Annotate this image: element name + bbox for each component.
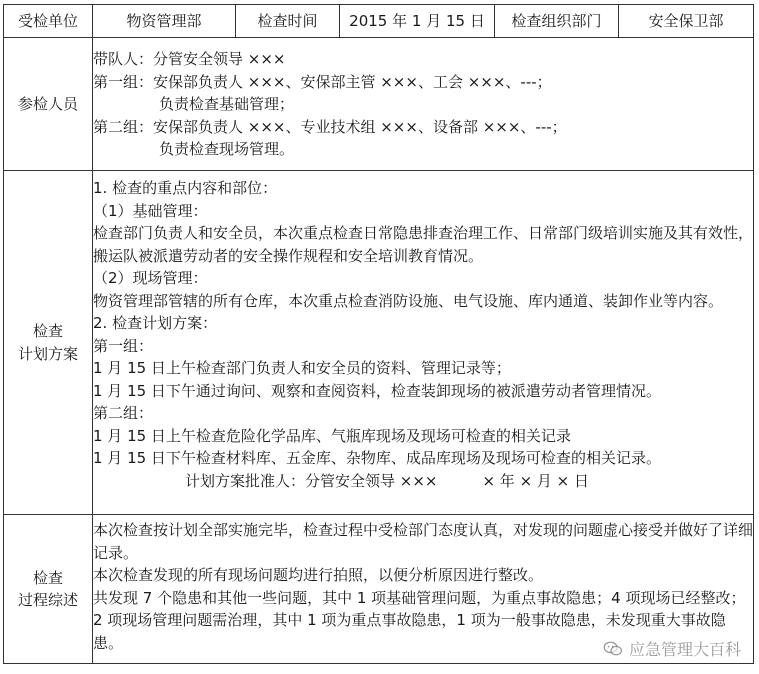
process-content	[93, 515, 754, 664]
header-cell-inspected-unit-value: 物资管理部	[93, 5, 236, 38]
participants-line: 负责检查现场管理。	[159, 140, 295, 158]
watermark-text: 应急管理大百科	[628, 640, 741, 659]
participants-content	[93, 38, 754, 171]
plan-line: 检查部门负责人和安全员，本次重点检查日常隐患排查治理工作、日常部门级培训实施及其有效性，搬运队被派遣劳动者的安全操作规程和安全培训教育情况。	[93, 224, 754, 265]
participants-line: 负责检查基础管理；	[159, 95, 295, 113]
process-line: 共发现 7 个隐患和其他一些问题，其中 1 项基础管理问题，为重点事故隐患；4 项现场已经整改；2 项现场管理问题需治理，其中 1 项为重点事故隐患，1 项为一般事故隐患，未发现重大事故隐患。	[93, 588, 746, 652]
participants-row	[4, 38, 754, 171]
plan-line: 1. 检查的重点内容和部位：	[93, 179, 278, 197]
plan-label-line: 计划方案	[17, 344, 78, 363]
participants-line: 带队人：分管安全领导 ×××	[93, 50, 286, 68]
header-cell-inspection-time-label: 检查时间	[236, 5, 340, 38]
plan-label	[4, 171, 93, 515]
process-label-line: 检查	[32, 568, 63, 587]
plan-line: （2）现场管理：	[93, 269, 208, 287]
plan-line: 物资管理部管辖的所有仓库，本次重点检查消防设施、电气设施、库内通道、装卸作业等内容。	[93, 291, 724, 310]
inspection-table	[3, 4, 754, 664]
header-row	[4, 5, 754, 38]
plan-line: 1 月 15 日上午检查部门负责人和安全员的资料、管理记录等；	[93, 359, 511, 377]
plan-label-line: 检查	[32, 322, 63, 340]
plan-row	[4, 171, 754, 515]
plan-line: 第二组：	[93, 404, 154, 422]
participants-line: 第一组：安保部负责人 ×××、安保部主管 ×××、工会 ×××、---；	[93, 72, 552, 91]
participants-line: 第二组：安保部负责人 ×××、专业技术组 ×××、设备部 ×××、---；	[93, 117, 567, 136]
plan-content	[93, 171, 754, 515]
plan-line: 1 月 15 日上午检查危险化学品库、气瓶库现场及现场可检查的相关记录	[93, 426, 571, 445]
process-label	[4, 515, 93, 664]
plan-line: 第一组：	[93, 336, 154, 355]
header-cell-inspection-time-value: 2015 年 1 月 15 日	[340, 5, 495, 38]
process-line: 本次检查按计划全部实施完毕，检查过程中受检部门态度认真，对发现的问题虚心接受并做好了详细记录。	[93, 521, 754, 562]
plan-line: 2. 检查计划方案：	[93, 314, 218, 332]
plan-line: 1 月 15 日下午检查材料库、五金库、杂物库、成品库现场及现场可检查的相关记录。	[93, 449, 661, 467]
header-cell-inspected-unit-label: 受检单位	[4, 5, 93, 38]
process-label-line: 过程综述	[17, 591, 78, 609]
process-row	[4, 515, 754, 664]
plan-approver-line: 计划方案批准人：分管安全领导 ××× × 年 × 月 × 日	[185, 471, 590, 490]
header-cell-organizer-label: 检查组织部门	[495, 5, 619, 38]
header-cell-organizer-value: 安全保卫部	[619, 5, 754, 38]
plan-line: （1）基础管理：	[93, 201, 208, 220]
plan-line: 1 月 15 日下午通过询问、观察和查阅资料，检查装卸现场的被派遣劳动者管理情况。	[93, 381, 661, 400]
participants-label: 参检人员	[4, 38, 93, 171]
process-line: 本次检查发现的所有现场问题均进行拍照，以便分析原因进行整改。	[93, 566, 544, 584]
